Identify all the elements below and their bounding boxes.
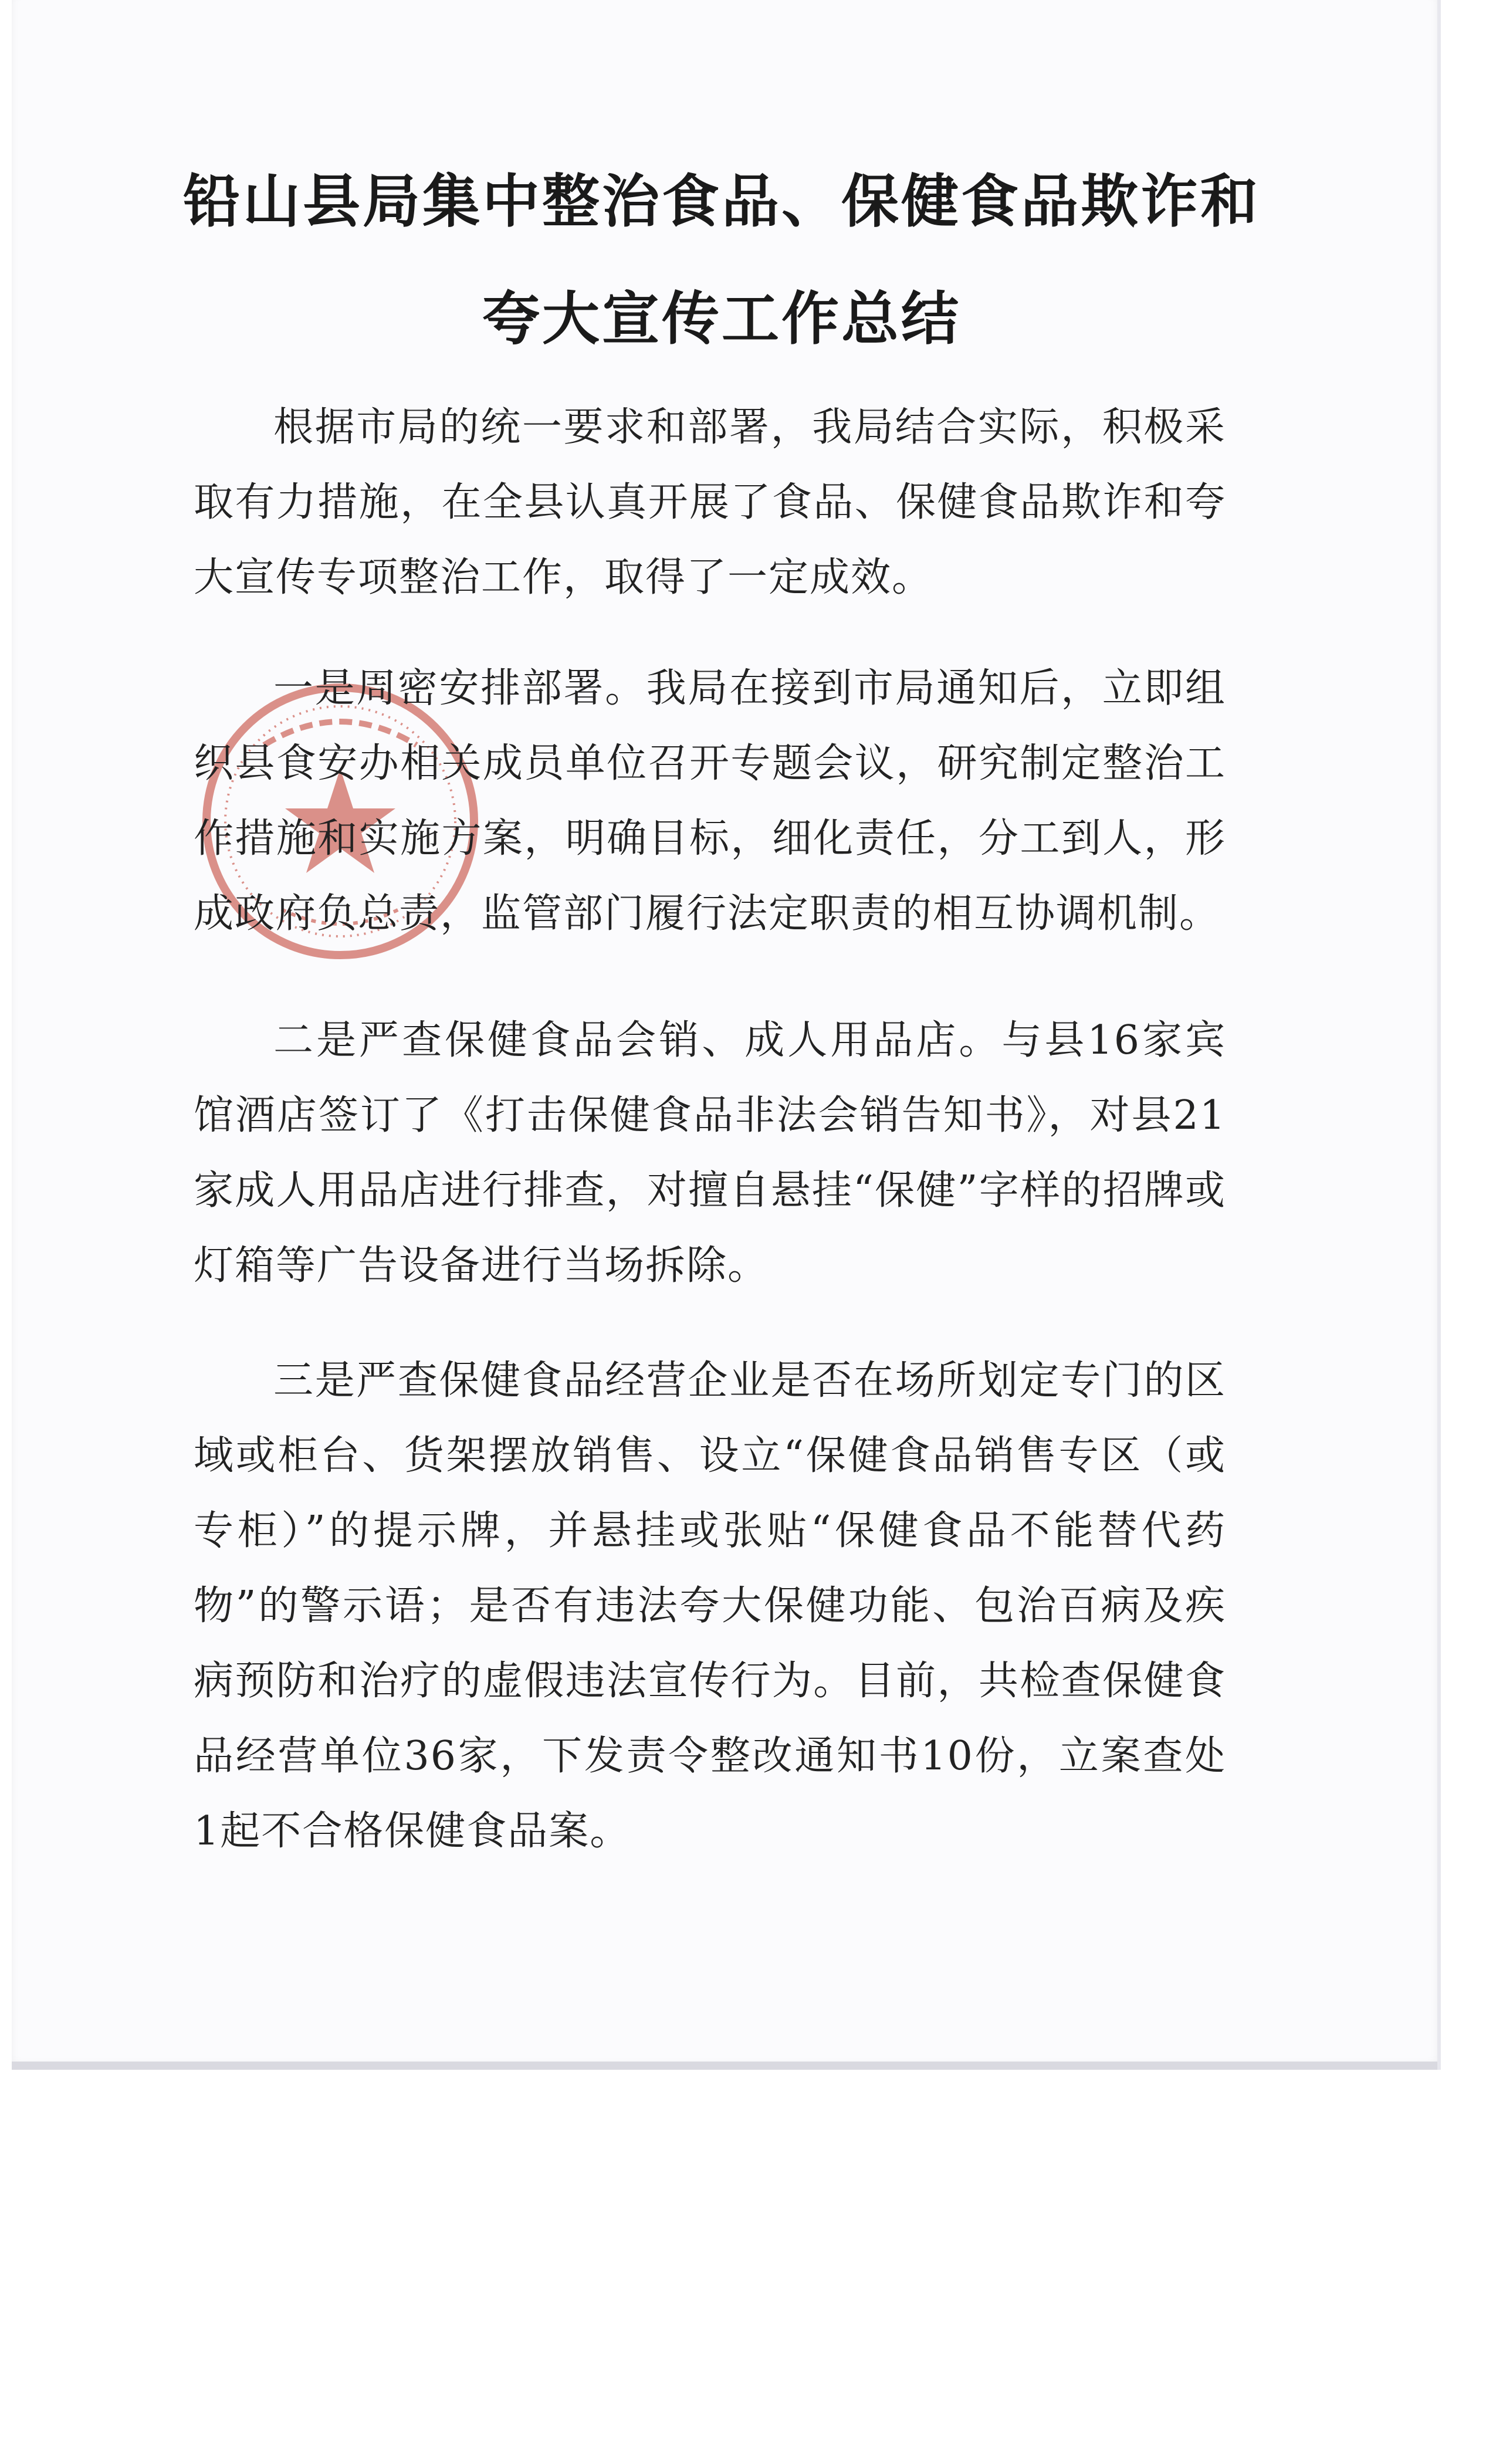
sheet-bottom-edge <box>12 2062 1437 2070</box>
document-title-line-1: 铅山县局集中整治食品、保健食品欺诈和 <box>182 168 1260 235</box>
paragraph-enterprise-inspection: 三是严查保健食品经营企业是否在场所划定专门的区域或柜台、货架摆放销售、设立“保健食品销售专区（或专柜）”的提示牌，并悬挂或张贴“保健食品不能替代药物”的警示语；是否有违法夸大保健功能、包治百病及疾病预防和治疗的虚假违法宣传行为。目前，共检查保健食品经营单位36家，下发责令整改通知书10份，立案查处1起不合格保健食品案。 <box>194 1358 1226 1854</box>
document-title-line-2: 夸大宣传工作总结 <box>482 286 961 353</box>
paragraph-deployment: 一是周密安排部署。我局在接到市局通知后，立即组织县食安办相关成员单位召开专题会议，研究制定整治工作措施和实施方案，明确目标，细化责任，分工到人，形成政府负总责，监管部门履行法定职责的相互协调机制。 <box>194 665 1226 937</box>
paragraph-intro: 根据市局的统一要求和部署，我局结合实际，积极采取有力措施，在全县认真开展了食品、保健食品欺诈和夸大宣传专项整治工作，取得了一定成效。 <box>194 404 1226 601</box>
paragraph-hotel-inspection: 二是严查保健食品会销、成人用品店。与县16家宾馆酒店签订了《打击保健食品非法会销告知书》，对县21家成人用品店进行排查，对擅自悬挂“保健”字样的招牌或灯箱等广告设备进行当场拆除。 <box>194 1017 1226 1289</box>
